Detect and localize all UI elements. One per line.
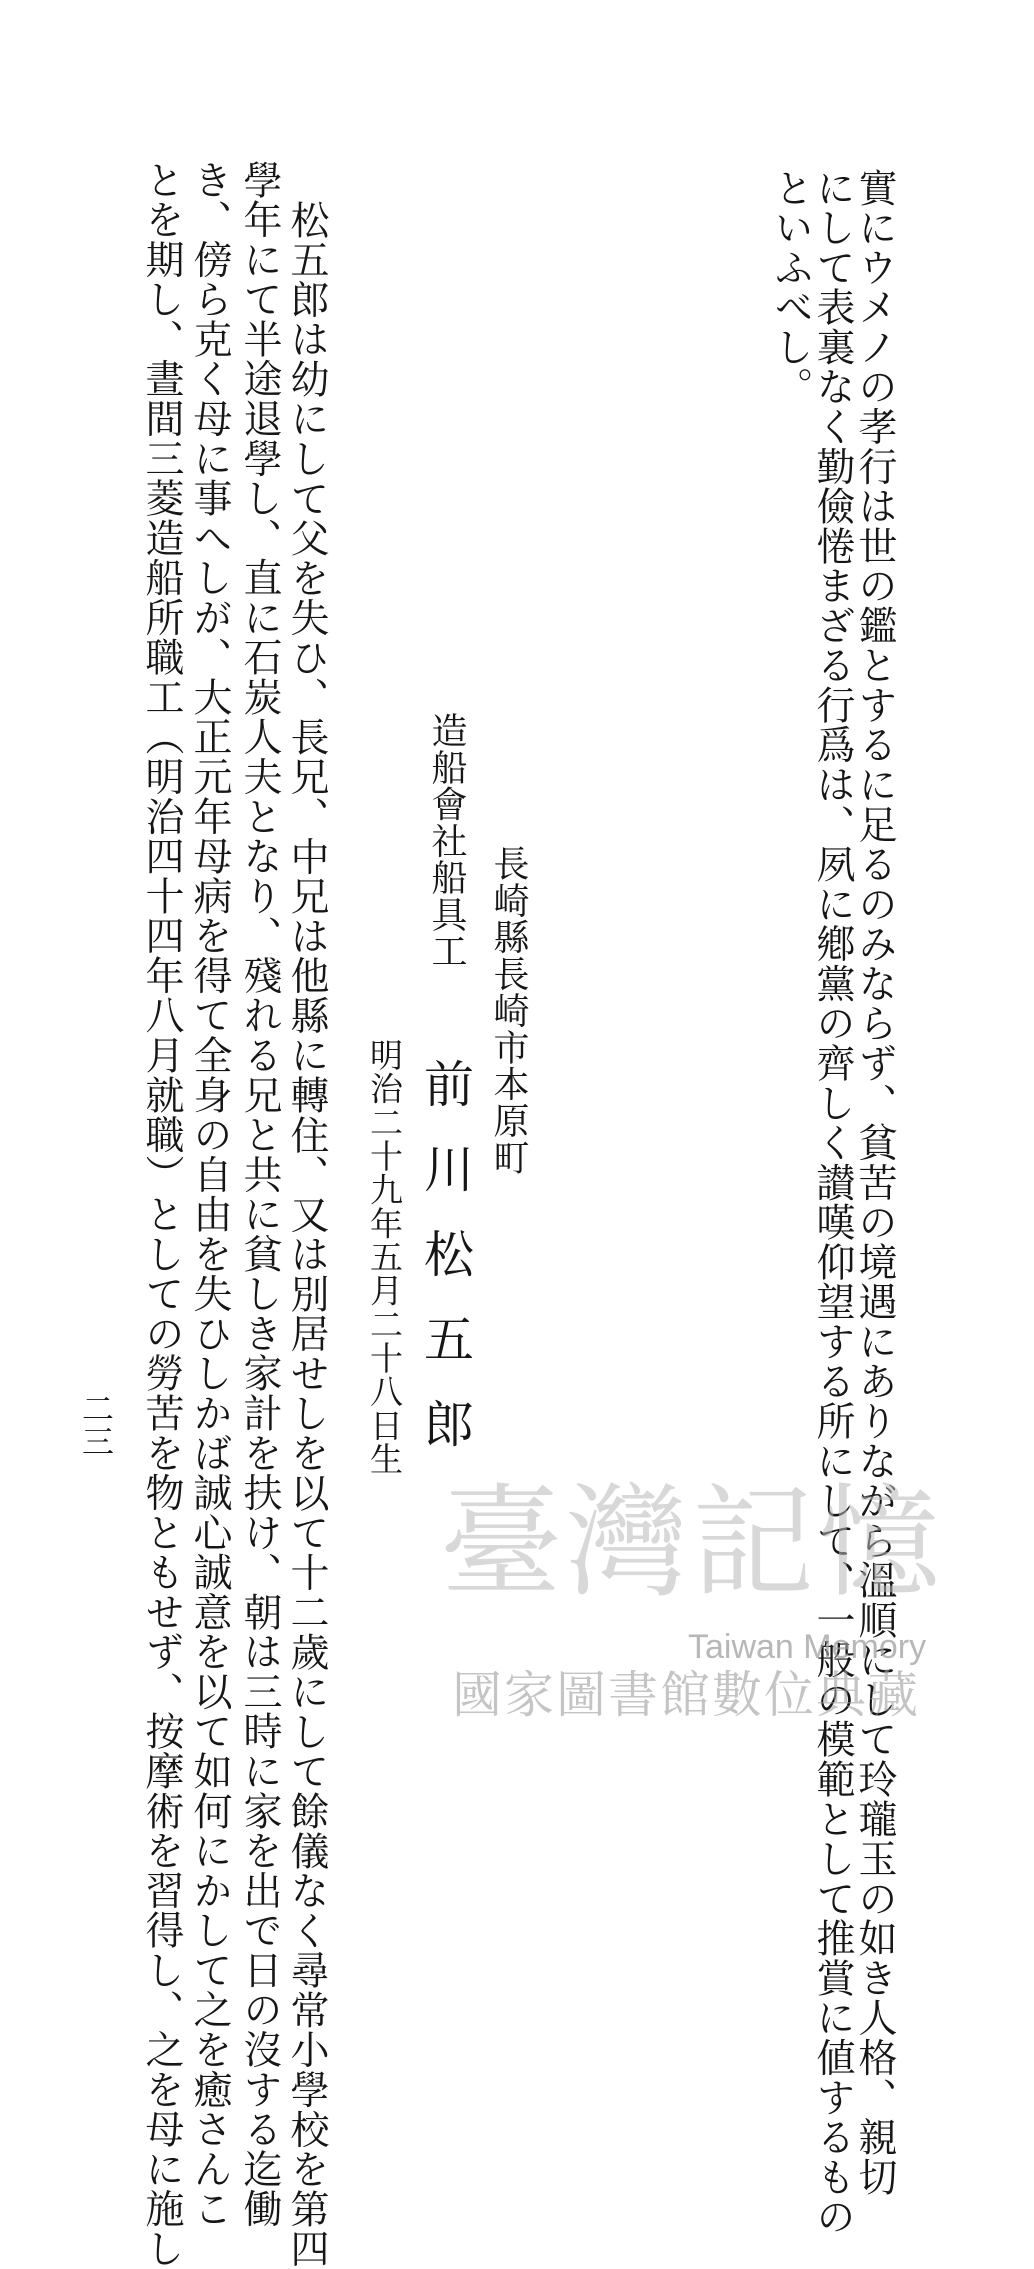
entry-birth-date: 明治二十九年五月二十八日生: [365, 1038, 404, 1476]
upper-passage-line: にして表裏なく勤儉惓まざる行爲は、夙に鄕黨の齊しく讃嘆仰望する所にして、一般の模範として推賞に値するもの: [810, 168, 855, 2237]
upper-passage-line: 實にウメノの孝行は世の鑑とするに足るのみならず、貧苦の境遇にありながら溫順にして玲瓏玉の如き人格、親切: [852, 168, 897, 2197]
lower-passage-line: とを期し、晝間三菱造船所職工（明治四十四年八月就職）としての勞苦を物ともせず、按摩術を習得し、之を母に施し: [139, 160, 184, 2269]
lower-passage-line: き、傍ら克く母に事へしが、大正元年母病を得て全身の自由を失ひしかば誠心誠意を以て如何にかして之を癒さんこ: [187, 160, 232, 2229]
lower-passage-line: 學年にて半途退學し、直に石炭人夫となり、殘れる兄と共に貧しき家計を扶け、朝は三時に家を出で日の沒する迄働: [237, 160, 282, 2229]
upper-passage-line: といふべし。: [768, 168, 813, 407]
page-number: 二三: [77, 1392, 115, 1458]
entry-address: 長崎縣長崎市本原町: [488, 845, 529, 1176]
lower-passage-line: 松五郎は幼にして父を失ひ、長兄、中兄は他縣に轉住、又は別居せしを以て十二歲にして餘儀なく尋常小學校を第四: [284, 200, 329, 2269]
watermark-title: 臺灣記憶: [440, 1472, 944, 1614]
entry-name: 前川松五郎: [416, 1058, 474, 1483]
entry-occupation: 造船會社船具工: [426, 712, 467, 970]
watermark-english: Taiwan Memory: [688, 1628, 927, 1666]
watermark-library: 國家圖書館數位典藏: [452, 1666, 920, 1724]
